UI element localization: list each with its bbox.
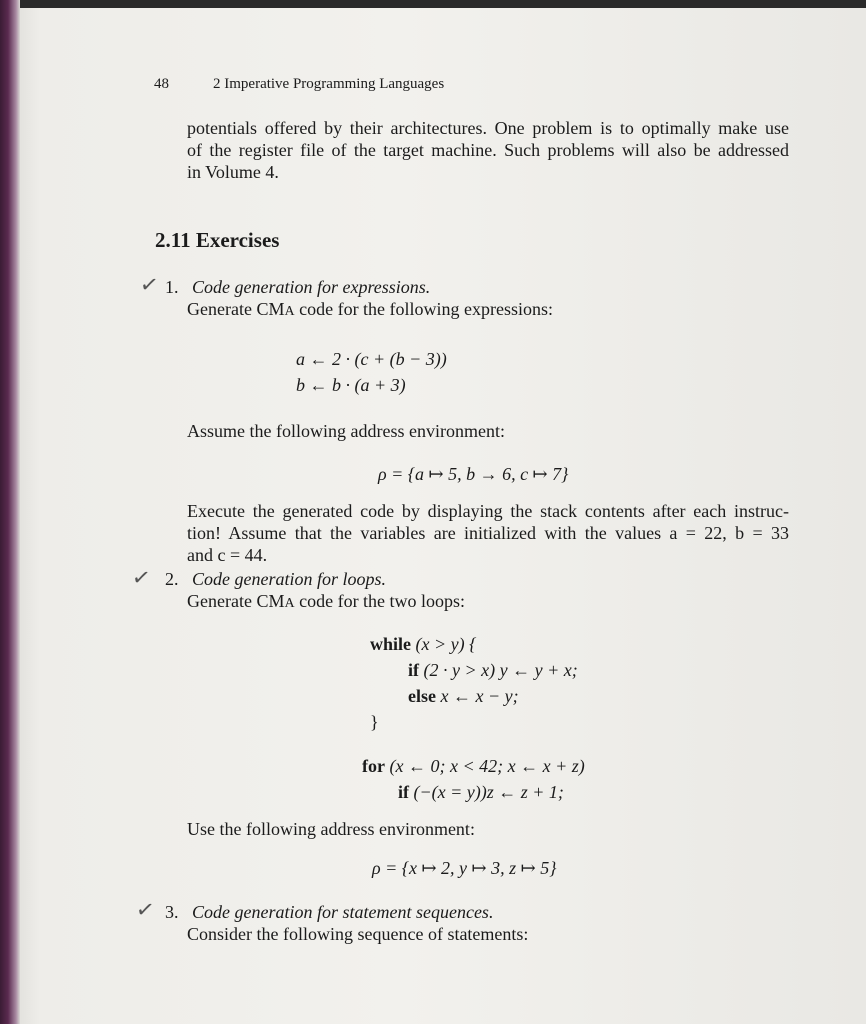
loop-while-line (370, 633, 476, 655)
intro-line-3: in Volume 4. (187, 162, 279, 182)
ex1-intro-smallcaps: A (284, 304, 295, 319)
section-title: 2.11 Exercises (155, 228, 280, 252)
exercise-2-env-intro: Use the following address environment: (187, 819, 475, 839)
intro-line-1: potentials offered by their architectures. One problem is to optimally make use (187, 118, 789, 138)
exercise-1-number: 1. (165, 277, 179, 297)
exercise-1-exec-line-2: tion! Assume that the variables are initialized with the values a = 22, b = 33 (187, 523, 789, 543)
page-number: 48 (154, 76, 169, 92)
loop-if-line (408, 659, 578, 681)
for-keyword: for (362, 756, 385, 776)
check-mark-2: ✓ (130, 564, 153, 593)
running-title: 2 Imperative Programming Languages (213, 76, 445, 92)
ex1-intro-part-a: Generate CM (187, 299, 285, 319)
else-statement: x ← x − y; (440, 686, 519, 706)
book-spine (0, 0, 20, 1024)
ex2-intro-part-b: code for the two loops: (294, 591, 466, 611)
if-keyword-2: if (398, 782, 409, 802)
exercise-1-exec-line-1: Execute the generated code by displaying the stack contents after each instruc- (187, 501, 789, 521)
exercise-2-title: Code generation for loops. (192, 569, 386, 589)
equation-2: b ← b · (a + 3) (296, 375, 406, 395)
exercise-3-intro: Consider the following sequence of statements: (187, 924, 529, 944)
if-statement-1: (2 · y > x) y ← y + x; (423, 660, 578, 680)
ex2-intro-part-a: Generate CM (187, 591, 285, 611)
loop-for-line (362, 755, 585, 777)
while-keyword: while (370, 634, 412, 654)
else-keyword: else (408, 686, 436, 706)
exercise-1-title: Code generation for expressions. (192, 277, 431, 297)
equation-1: a ← 2 · (c + (b − 3)) (296, 349, 447, 369)
check-mark-3: ✓ (134, 896, 157, 925)
loop-if2-line (398, 781, 564, 803)
loop-close-brace: } (370, 712, 379, 732)
check-mark-1: ✓ (138, 271, 161, 300)
ex1-intro-part-b: code for the following expressions: (294, 299, 554, 319)
exercise-1-address-env: ρ = {a ↦ 5, b → 6, c ↦ 7} (378, 464, 569, 484)
exercise-1-env-intro: Assume the following address environment: (187, 421, 505, 441)
exercise-2-intro (187, 590, 465, 615)
if-statement-2: (−(x = y))z ← z + 1; (413, 782, 564, 802)
if-keyword-1: if (408, 660, 419, 680)
scan-top-edge (0, 0, 866, 8)
exercise-2-address-env: ρ = {x ↦ 2, y ↦ 3, z ↦ 5} (372, 858, 557, 878)
while-condition: (x > y) { (415, 634, 477, 654)
exercise-3-title: Code generation for statement sequences. (192, 902, 494, 922)
intro-line-2: of the register file of the target machine. Such problems will also be addressed (187, 140, 789, 160)
for-header: (x ← 0; x < 42; x ← x + z) (389, 756, 585, 776)
ex2-intro-smallcaps: A (284, 596, 295, 611)
exercise-2-number: 2. (165, 569, 179, 589)
loop-else-line (408, 685, 519, 707)
exercise-1-intro (187, 298, 553, 323)
exercise-1-exec-line-3: and c = 44. (187, 545, 268, 565)
exercise-3-number: 3. (165, 902, 179, 922)
